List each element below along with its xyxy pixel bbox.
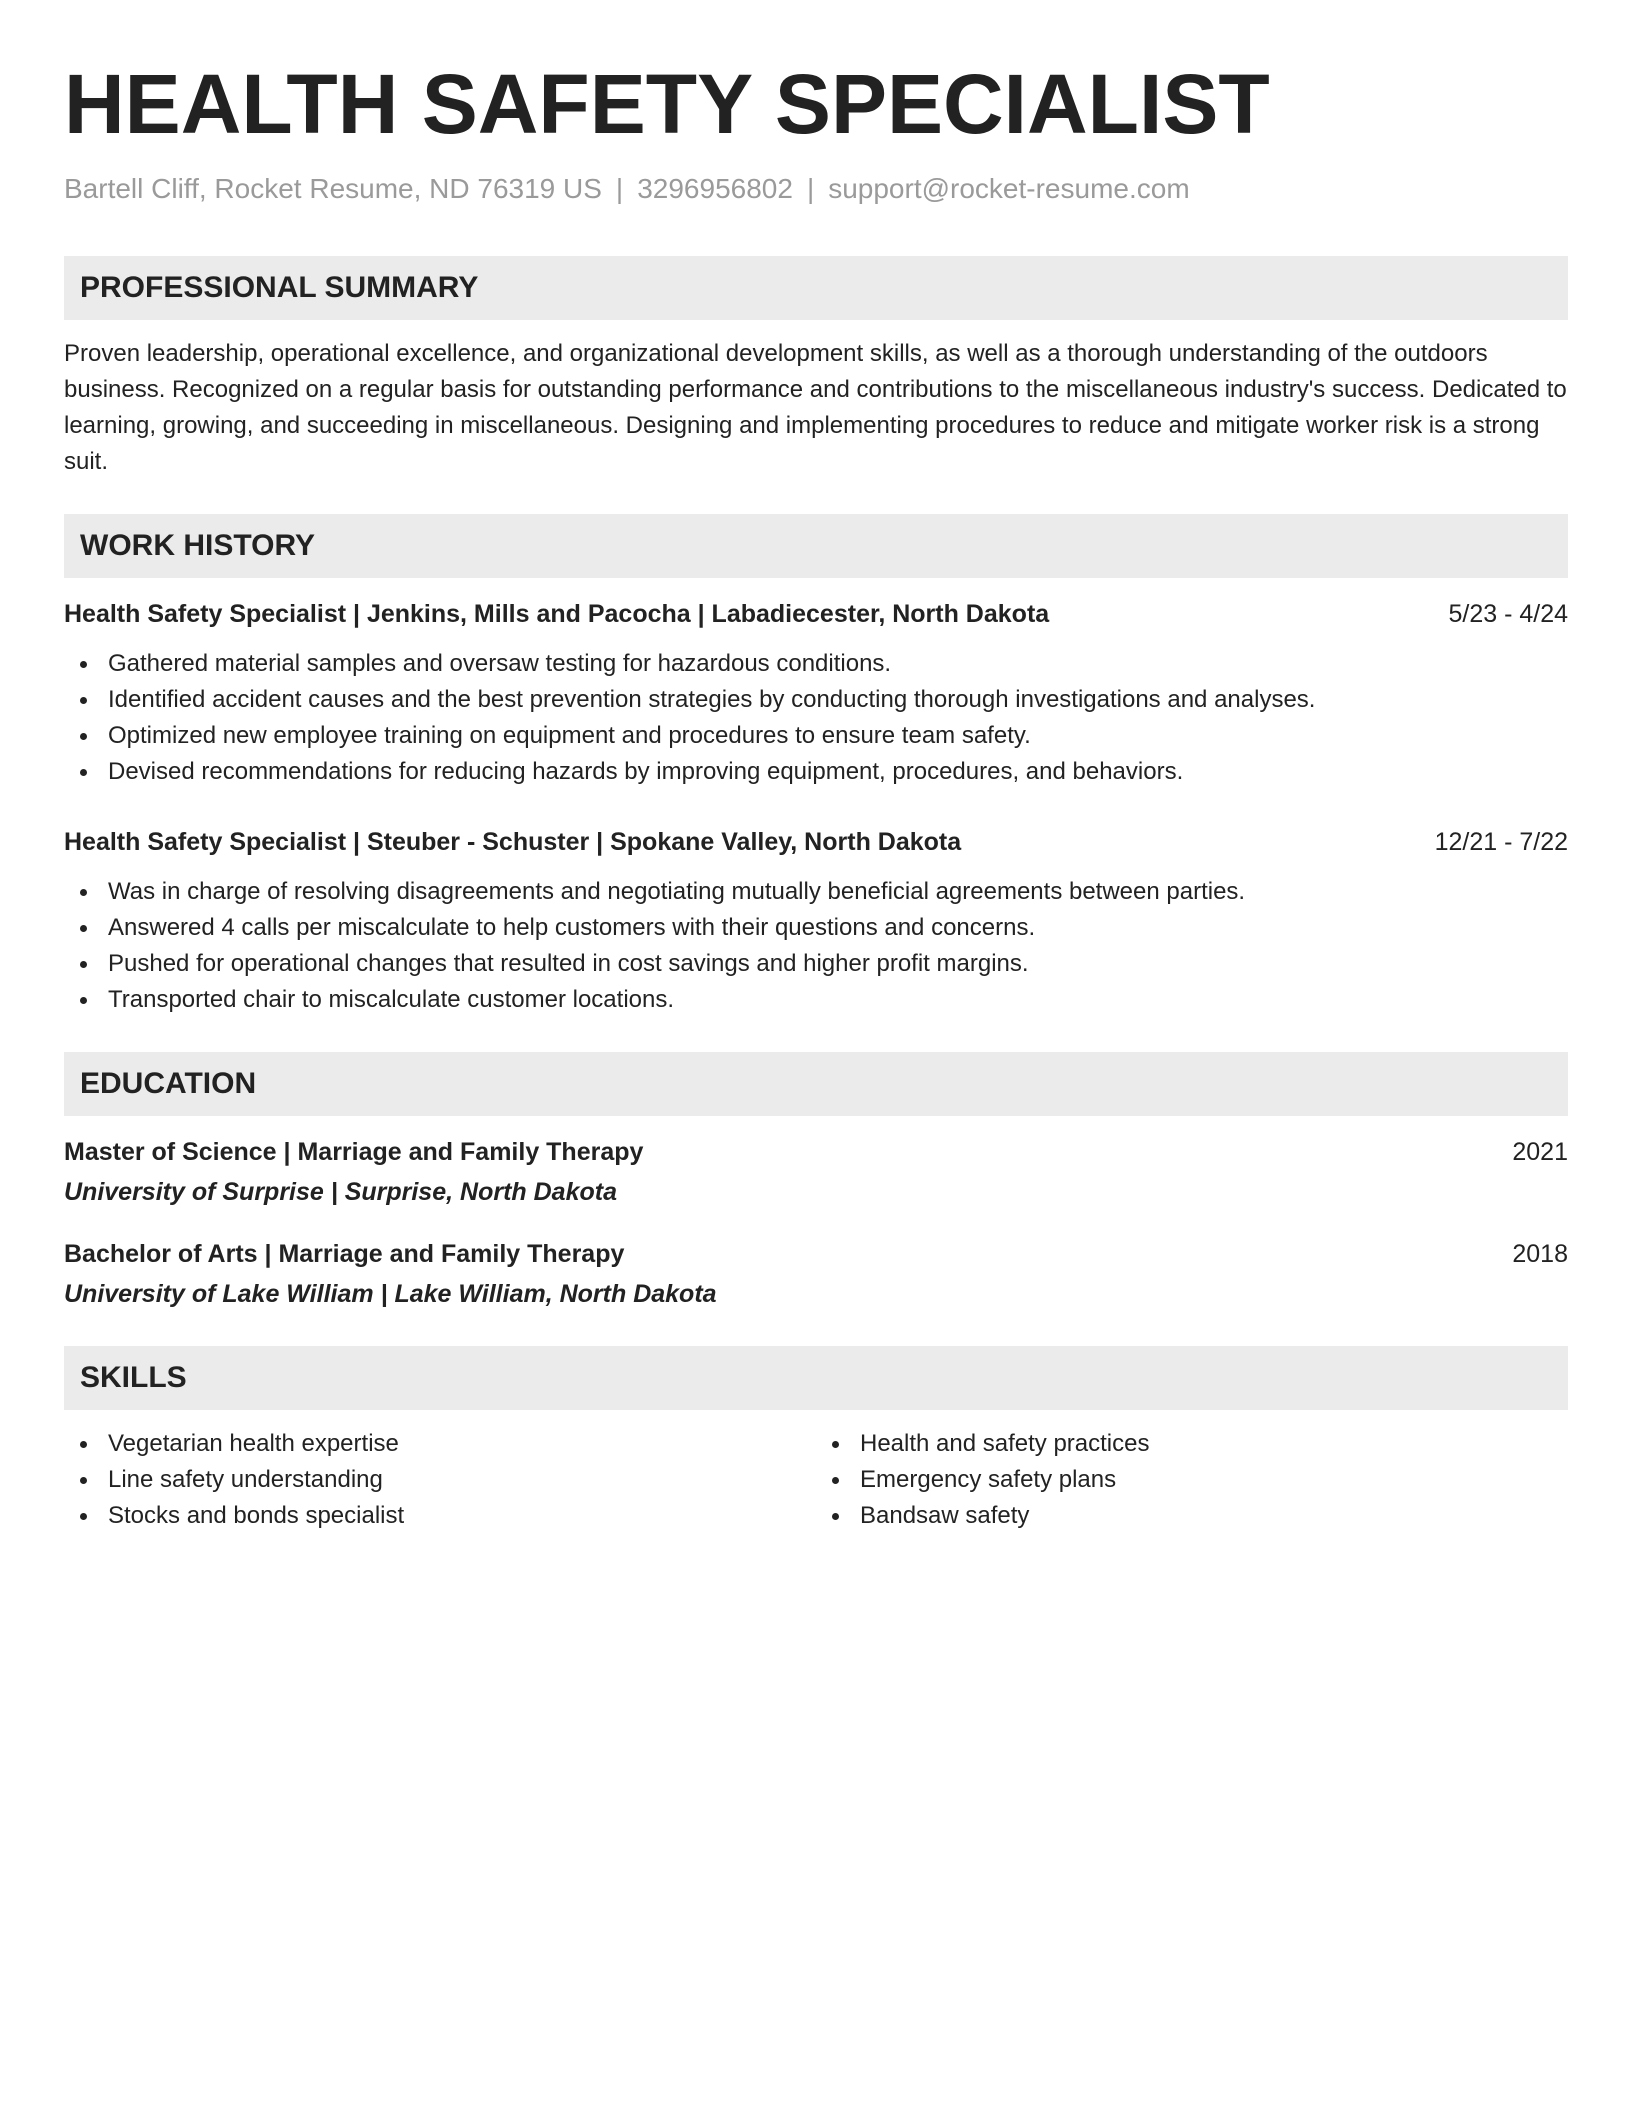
section-header-skills: SKILLS <box>64 1346 1568 1410</box>
education-entry <box>64 1236 1568 1312</box>
bullet-icon <box>832 1477 839 1484</box>
skill-item: Line safety understanding <box>64 1462 816 1498</box>
bullet-icon <box>80 1513 87 1520</box>
bullet-icon <box>80 889 87 896</box>
bullet-icon <box>832 1513 839 1520</box>
bullet-icon <box>80 997 87 1004</box>
bullet-icon <box>80 1441 87 1448</box>
contact-separator: | <box>806 173 815 204</box>
contact-address: Bartell Cliff, Rocket Resume, ND 76319 US <box>64 173 602 204</box>
contact-phone: 3296956802 <box>637 173 793 204</box>
job-bullet: Transported chair to miscalculate customer locations. <box>64 982 1568 1018</box>
skill-item: Health and safety practices <box>816 1426 1568 1462</box>
education-year: 2021 <box>1512 1138 1568 1166</box>
bullet-icon <box>80 1477 87 1484</box>
summary-text: Proven leadership, operational excellence, and organizational development skills, as well as a thorough understanding of the outdoors business. Recognized on a regular basis for outstanding performance and contributions to the miscellaneous industry's success. Dedicated to learning, growing, and succeeding in miscellaneous. Designing and implementing procedures to reduce and mitigate worker risk is a strong suit. <box>64 340 1567 475</box>
skills-column-left <box>64 1426 816 1534</box>
bullet-icon <box>80 769 87 776</box>
bullet-icon <box>80 961 87 968</box>
skills-list <box>64 1426 1568 1534</box>
resume-name: HEALTH SAFETY SPECIALIST <box>64 57 1270 151</box>
skill-item: Emergency safety plans <box>816 1462 1568 1498</box>
bullet-icon <box>80 925 87 932</box>
skill-item: Bandsaw safety <box>816 1498 1568 1534</box>
contact-line <box>64 172 1568 206</box>
job-title: Health Safety Specialist | Jenkins, Mills and Pacocha | Labadiecester, North Dakota <box>64 600 1050 628</box>
education-year: 2018 <box>1512 1240 1568 1268</box>
job-bullet: Identified accident causes and the best prevention strategies by conducting thorough investigations and analyses. <box>64 682 1568 718</box>
skill-item: Vegetarian health expertise <box>64 1426 816 1462</box>
contact-separator: | <box>615 173 624 204</box>
bullet-icon <box>80 733 87 740</box>
education-degree: Master of Science | Marriage and Family Therapy <box>64 1138 644 1166</box>
education-school: University of Surprise | Surprise, North Dakota <box>64 1178 617 1206</box>
job-bullets <box>64 646 1568 790</box>
section-header-summary: PROFESSIONAL SUMMARY <box>64 256 1568 320</box>
job-bullet: Answered 4 calls per miscalculate to help customers with their questions and concerns. <box>64 910 1568 946</box>
job-bullet: Devised recommendations for reducing hazards by improving equipment, procedures, and behaviors. <box>64 754 1568 790</box>
skills-column-right <box>816 1426 1568 1534</box>
contact-email: support@rocket-resume.com <box>828 173 1190 204</box>
section-header-education: EDUCATION <box>64 1052 1568 1116</box>
education-entry <box>64 1134 1568 1210</box>
bullet-icon <box>832 1441 839 1448</box>
section-header-work-history: WORK HISTORY <box>64 514 1568 578</box>
education-school: University of Lake William | Lake William, North Dakota <box>64 1280 717 1308</box>
education-degree: Bachelor of Arts | Marriage and Family Therapy <box>64 1240 625 1268</box>
job-entry <box>64 596 1568 790</box>
job-dates: 12/21 - 7/22 <box>1434 828 1568 856</box>
job-dates: 5/23 - 4/24 <box>1448 600 1568 628</box>
job-bullet: Was in charge of resolving disagreements and negotiating mutually beneficial agreements between parties. <box>64 874 1568 910</box>
job-bullet: Gathered material samples and oversaw testing for hazardous conditions. <box>64 646 1568 682</box>
bullet-icon <box>80 697 87 704</box>
job-bullet: Optimized new employee training on equipment and procedures to ensure team safety. <box>64 718 1568 754</box>
skill-item: Stocks and bonds specialist <box>64 1498 816 1534</box>
job-title: Health Safety Specialist | Steuber - Schuster | Spokane Valley, North Dakota <box>64 828 962 856</box>
bullet-icon <box>80 661 87 668</box>
job-entry <box>64 824 1568 1018</box>
job-bullets <box>64 874 1568 1018</box>
job-bullet: Pushed for operational changes that resulted in cost savings and higher profit margins. <box>64 946 1568 982</box>
